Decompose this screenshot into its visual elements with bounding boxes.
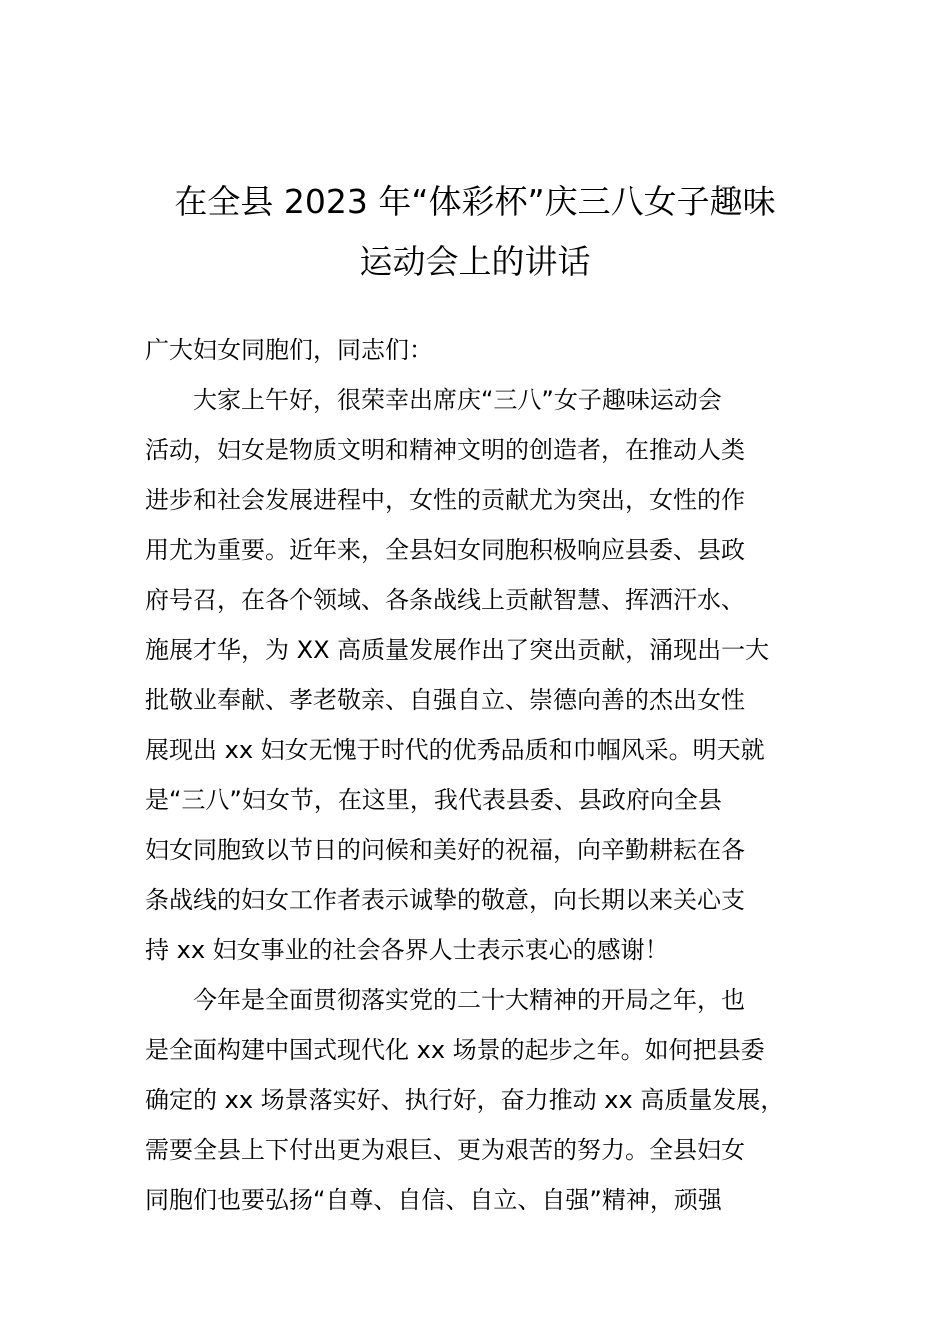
paragraph-line: 施展才华，为 XX 高质量发展作出了突出贡献，涌现出一大 xyxy=(145,636,770,664)
paragraph-line: 批敬业奉献、孝老敬亲、自强自立、崇德向善的杰出女性 xyxy=(145,686,745,714)
paragraph-line: 持 xx 妇女事业的社会各界人士表示衷心的感谢！ xyxy=(145,936,669,964)
paragraph-line: 需要全县上下付出更为艰巨、更为艰苦的努力。全县妇女 xyxy=(145,1136,745,1164)
paragraph-line: 活动，妇女是物质文明和精神文明的创造者，在推动人类 xyxy=(145,436,745,464)
title-line: 运动会上的讲话 xyxy=(359,242,591,281)
paragraph-line: 确定的 xx 场景落实好、执行好，奋力推动 xx 高质量发展， xyxy=(145,1086,785,1114)
paragraph-line: 大家上午好，很荣幸出席庆“三八”女子趣味运动会 xyxy=(193,386,722,414)
paragraph-line: 是全面构建中国式现代化 xx 场景的起步之年。如何把县委 xyxy=(145,1036,765,1064)
paragraph-line: 妇女同胞致以节日的问候和美好的祝福，向辛勤耕耘在各 xyxy=(145,836,745,864)
paragraph-line: 府号召，在各个领域、各条战线上贡献智慧、挥洒汗水、 xyxy=(145,586,745,614)
document-body xyxy=(145,325,835,1225)
salutation: 广大妇女同胞们，同志们： xyxy=(145,336,433,364)
paragraph-line: 条战线的妇女工作者表示诚挚的敬意，向长期以来关心支 xyxy=(145,886,745,914)
paragraph-line: 是“三八”妇女节，在这里，我代表县委、县政府向全县 xyxy=(145,786,722,814)
paragraph-line: 进步和社会发展进程中，女性的贡献尤为突出，女性的作 xyxy=(145,486,745,514)
title-line: 在全县 2023 年“体彩杯”庆三八女子趣味 xyxy=(174,182,776,221)
paragraph-line: 用尤为重要。近年来，全县妇女同胞积极响应县委、县政 xyxy=(145,536,745,564)
document-title xyxy=(100,172,850,292)
paragraph-line: 今年是全面贯彻落实党的二十大精神的开局之年，也 xyxy=(193,986,745,1014)
paragraph-line: 展现出 xx 妇女无愧于时代的优秀品质和巾帼风采。明天就 xyxy=(145,736,765,764)
paragraph-line: 同胞们也要弘扬“自尊、自信、自立、自强”精神，顽强 xyxy=(145,1186,722,1214)
